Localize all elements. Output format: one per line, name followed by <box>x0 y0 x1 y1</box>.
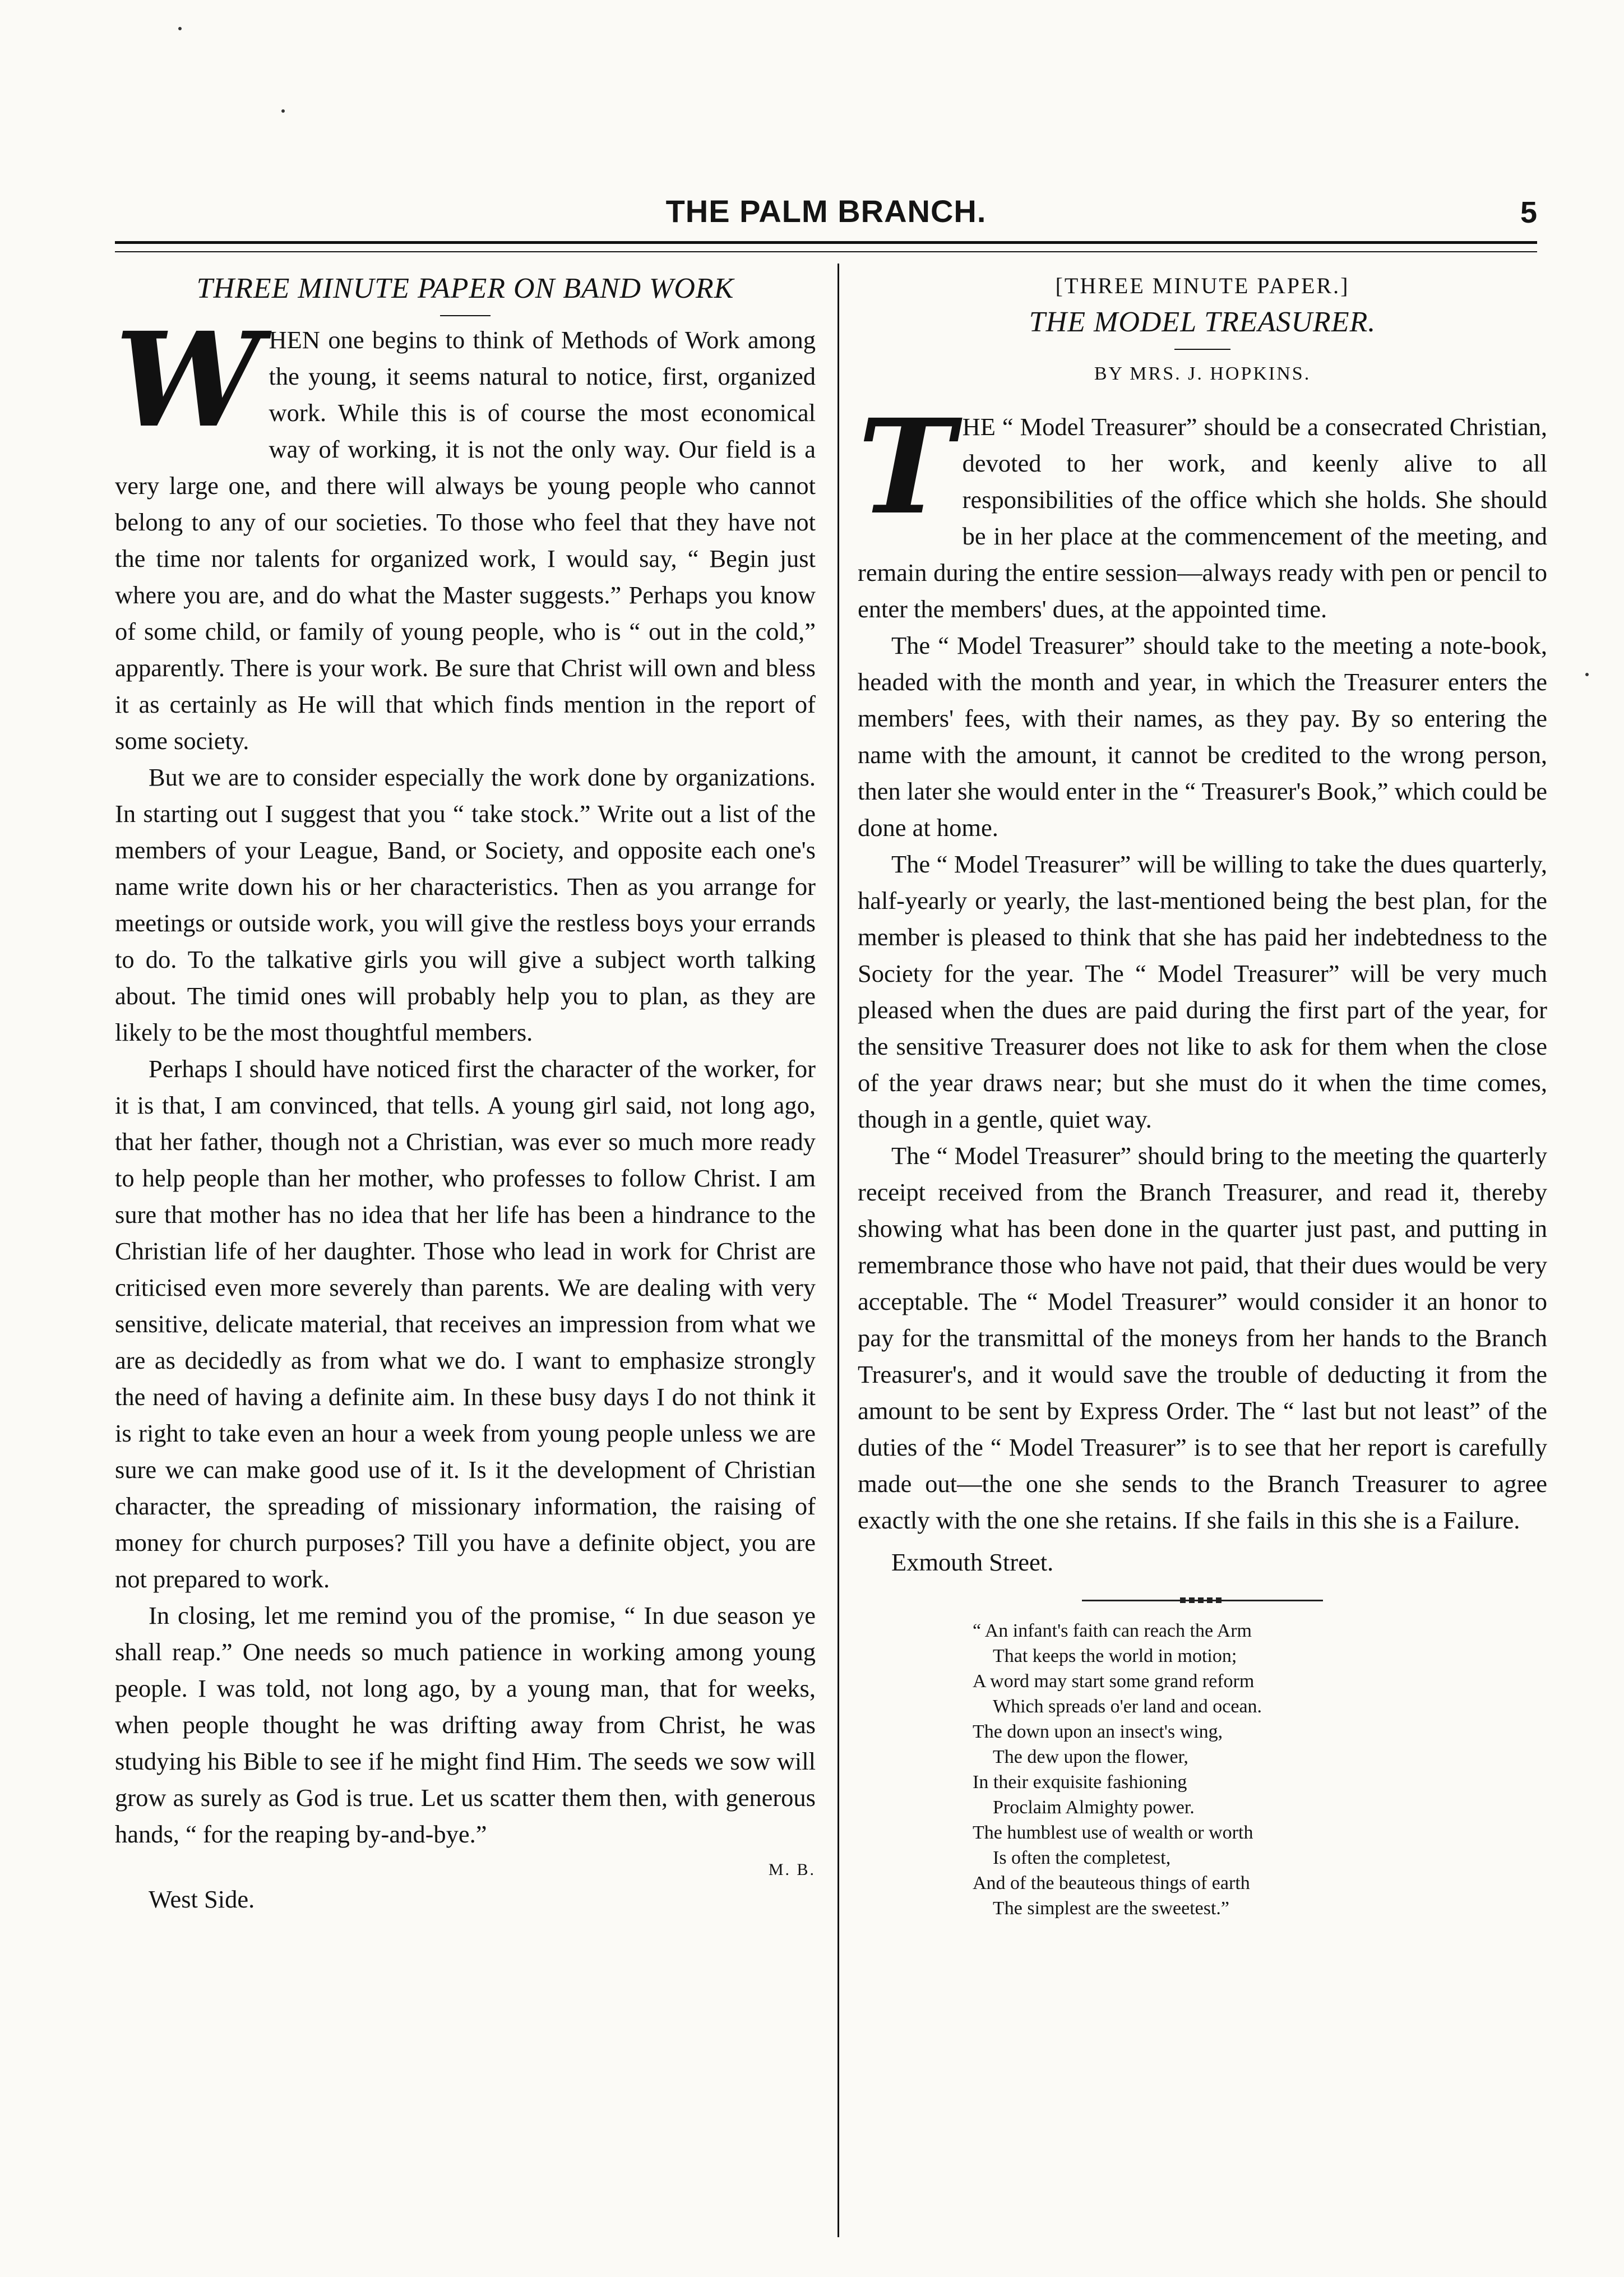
poem-line: “ An infant's faith can reach the Arm <box>973 1620 1252 1641</box>
poem-line: The humblest use of wealth or worth <box>973 1822 1253 1843</box>
drop-cap: W <box>115 303 261 456</box>
left-column <box>115 269 816 1918</box>
poem-line: Is often the completest, <box>993 1848 1171 1868</box>
speck-mark <box>281 109 285 113</box>
place-line: Exmouth Street. <box>891 1548 1054 1576</box>
ornamental-divider <box>1082 1600 1323 1601</box>
speck-mark <box>1585 673 1589 676</box>
article-paragraph: The “ Model Treasurer” should bring to the meeting the quarterly receipt received from the Branch Treasurer, and read it, thereby showing what has been done in the quarter just past, and putting in remembrance those who have not paid, that their dues would be very acceptable. The “ Model Treasurer” would consider it an honor to pay for the transmittal of the moneys from her hands to the Branch Treasurer's, and it would save the trouble of deducting it from the amount to be sent by Express Order. The “ last but not least” of the duties of the “ Model Treasurer” is to see that her report is carefully made out—the one she sends to the Branch Treasurer to agree exactly with the one she retains. If she fails in this she is a Failure. <box>858 1142 1547 1534</box>
poem-line: The dew upon the flower, <box>993 1747 1188 1767</box>
article-paragraph: In closing, let me remind you of the promise, “ In due season ye shall reap.” One needs so much patience in working among young people. I was told, not long ago, by a young man, that for weeks, when people thought he was drifting away from Christ, he was studying his Bible to see if he might find Him. The seeds we sow will grow as surely as God is true. Let us scatter them then, with generous hands, “ for the reaping by-and-bye.” <box>115 1601 816 1848</box>
column-divider <box>838 264 839 2237</box>
article-paragraph: THE “ Model Treasurer” should be a consecrated Christian, devoted to her work, and keenly alive to all responsibilities of the office which she holds. She should be in her place at the commencement of the meeting, and remain during the entire session—always ready with pen or pencil to enter the members' dues, at the appointed time. <box>858 390 1547 623</box>
poem-line: Proclaim Almighty power. <box>993 1797 1195 1818</box>
title-rule <box>1174 349 1230 350</box>
article-title-band-work: THREE MINUTE PAPER ON BAND WORK <box>196 272 734 304</box>
drop-cap: T <box>858 390 955 543</box>
page-number: 5 <box>1520 196 1537 229</box>
article-paragraph: Perhaps I should have noticed first the character of the worker, for it is that, I am convinced, that tells. A young girl said, not long ago, that her father, though not a Christian, was ever so much more ready to help people than her mother, who professes to follow Christ. I am sure that mother has no idea that her life has been a hindrance to the Christian life of her daughter. Those who lead in work for Christ are criticised even more severely than parents. We are dealing with very sensitive, delicate material, that receives an impression from what we are as decidedly as from what we do. I want to emphasize strongly the need of having a definite aim. In these busy days I do not think it is right to take even an hour a week from young people unless we are sure we can make good use of it. Is it the development of Christian character, the spreading of missionary information, the raising of money for church purposes? Till you have a definite object, you are not prepared to work. <box>115 1055 816 1593</box>
article-paragraph: But we are to consider especially the work done by organizations. In starting out I suggest that you “ take stock.” Write out a list of the members of your League, Band, or Society, and opposite each one's name write down his or her characteristics. Then as you arrange for meetings or outside work, you will give the restless boys your errands to do. To the talkative girls you will give a subject worth talking about. The timid ones will probably help you to plan, as they are likely to be the most thoughtful members. <box>115 763 816 1046</box>
article-paragraph: The “ Model Treasurer” should take to the meeting a note-book, headed with the month and year, in which the Treasurer enters the members' fees, with their names, as they pay. By so entering the name with the amount, it cannot be credited to the wrong person, then later she would enter in the “ Treasurer's Book,” which could be done at home. <box>858 631 1547 842</box>
article-kicker: [THREE MINUTE PAPER.] <box>1055 273 1350 298</box>
article-paragraph: WHEN one begins to think of Methods of Work among the young, it seems natural to notice, first, organized work. While this is of course the most economical way of working, it is not the only way. Our field is a very large one, and there will always be young people who cannot belong to any of our societies. To those who feel that they have not the time nor talents for organized work, I would say, “ Begin just where you are, and do what the Master suggests.” Perhaps you know of some child, or family of young people, who is “ out in the cold,” apparently. There is your work. Be sure that Christ will own and bless it as certainly as He will that which finds mention in the report of some society. <box>115 303 816 755</box>
place-line: West Side. <box>149 1885 255 1913</box>
poem-line: That keeps the world in motion; <box>993 1646 1237 1666</box>
poem-line: Which spreads o'er land and ocean. <box>993 1696 1262 1717</box>
poem-line: And of the beauteous things of earth <box>973 1873 1250 1893</box>
author-signature: M. B. <box>768 1860 816 1879</box>
article-byline: BY MRS. J. HOPKINS. <box>1094 363 1311 384</box>
poem-line: A word may start some grand reform <box>973 1671 1255 1692</box>
poem-line: In their exquisite fashioning <box>973 1772 1187 1793</box>
title-rule <box>440 315 491 316</box>
right-column <box>858 269 1547 1921</box>
poem-line: The down upon an insect's wing, <box>973 1721 1223 1742</box>
header-rule-thick <box>115 241 1537 244</box>
poem <box>973 1618 1477 1921</box>
running-title: THE PALM BRANCH. <box>665 193 987 229</box>
speck-mark <box>178 27 182 30</box>
header-rule-thin <box>115 251 1537 252</box>
article-paragraph: The “ Model Treasurer” will be willing to take the dues quarterly, half-yearly or yearly, the last-mentioned being the best plan, for the member is pleased to think that she has paid her indebtedness to the Society for the year. The “ Model Treasurer” will be very much pleased when the dues are paid during the first part of the year, for the sensitive Treasurer does not like to ask for them when the close of the year draws near; but she must do it when the time comes, though in a gentle, quiet way. <box>858 850 1547 1133</box>
page-header <box>115 191 1537 235</box>
article-title-model-treasurer: THE MODEL TREASURER. <box>1029 306 1376 338</box>
poem-line: The simplest are the sweetest.” <box>993 1898 1230 1919</box>
